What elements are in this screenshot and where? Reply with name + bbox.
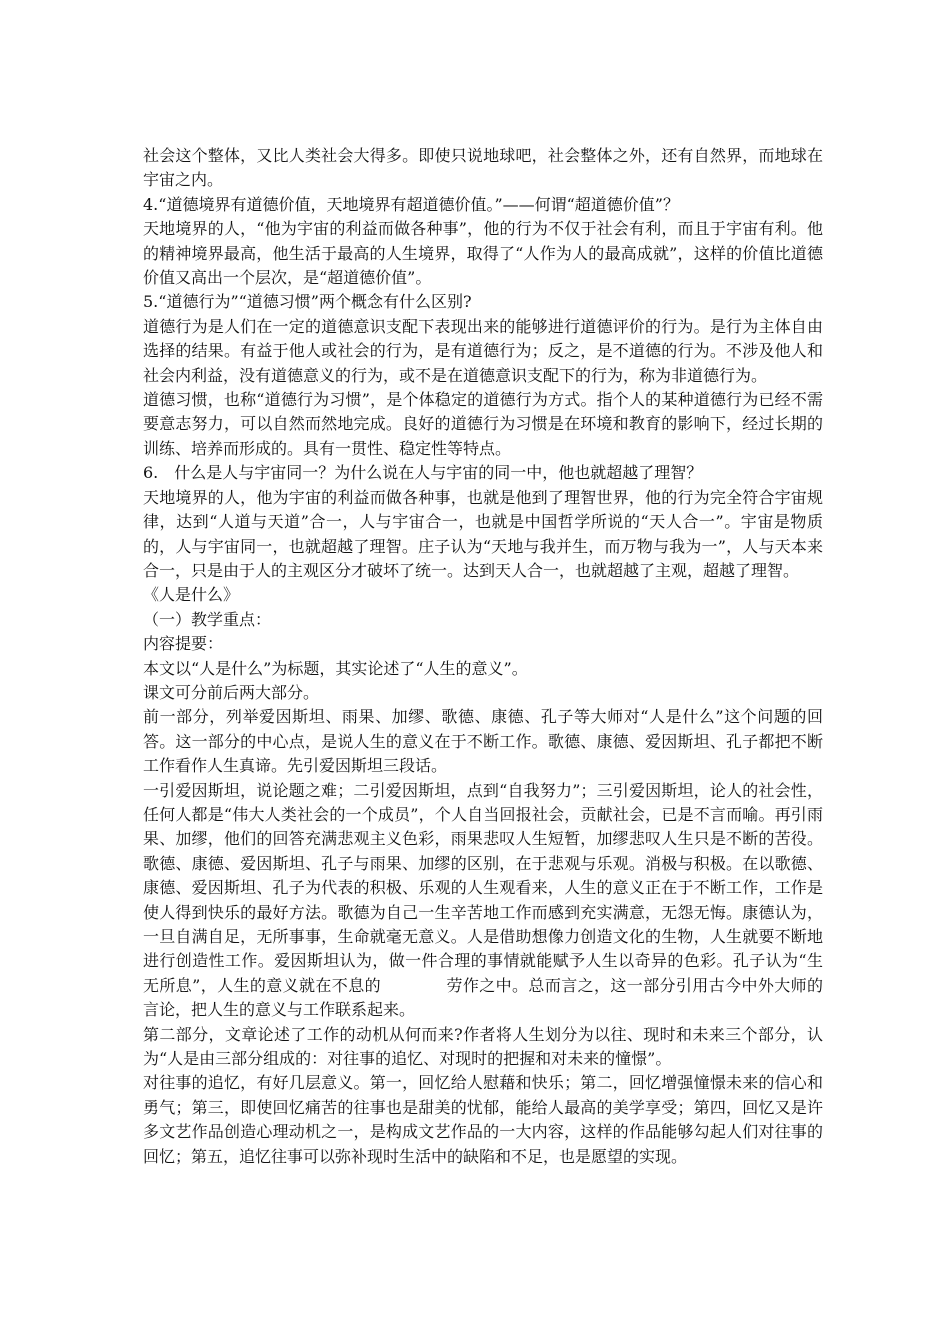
body-paragraph: 课文可分前后两大部分。: [143, 682, 320, 702]
question-heading: 5.“道德行为”“道德习惯”两个概念有什么区别?: [143, 292, 472, 312]
body-paragraph: 对往事的追忆，有好几层意义。第一，回忆给人慰藉和快乐；第二，回忆增强憧憬未来的信心和勇气；第三，即使回忆痛苦的往事也是甜美的忧郁，能给人最高的美学享受；第四，回忆又是许多文艺作品创造心理动机之一，是构成文艺作品的一大内容，这样的作品能够勾起人们对往事的回忆；第五，追忆往事可以弥补现时生活中的缺陷和不足，也是愿望的实现。: [143, 1073, 823, 1166]
body-paragraph: 前一部分，列举爱因斯坦、雨果、加缪、歌德、康德、孔子等大师对“人是什么”这个问题的回答。这一部分的中心点，是说人生的意义在于不断工作。歌德、康德、爱因斯坦、孔子都把不断工作看作人生真谛。先引爱因斯坦三段话。: [143, 707, 823, 776]
section-title: 《人是什么》: [143, 585, 240, 605]
body-paragraph: 道德习惯，也称“道德行为习惯”，是个体稳定的道德行为方式。指个人的某种道德行为已经不需要意志努力，可以自然而然地完成。良好的道德行为习惯是在环境和教育的影响下，经过长期的训练、培养而形成的。具有一贯性、稳定性等特点。: [143, 390, 823, 458]
body-paragraph: 道德行为是人们在一定的道德意识支配下表现出来的能够进行道德评价的行为。是行为主体自由选择的结果。有益于他人或社会的行为，是有道德行为；反之，是不道德的行为。不涉及他人和社会内利益，没有道德意义的行为，或不是在道德意识支配下的行为，称为非道德行为。: [143, 316, 823, 385]
document-body: [143, 144, 823, 1169]
body-paragraph: 第二部分，文章论述了工作的动机从何而来?作者将人生划分为以往、现时和未来三个部分，认为“人是由三部分组成的：对往事的追忆、对现时的把握和对未来的憧憬”。: [143, 1024, 823, 1069]
body-paragraph: 本文以“人是什么”为标题，其实论述了“人生的意义”。: [143, 658, 528, 678]
subsection-label: 内容提要：: [143, 634, 224, 654]
subsection-heading: （一）教学重点：: [143, 609, 272, 629]
body-paragraph: 天地境界的人，他为宇宙的利益而做各种事，也就是他到了理智世界，他的行为完全符合宇宙规律，达到“人道与天道”合一，人与宇宙合一，也就是中国哲学所说的“天人合一”。宇宙是物质的，人与宇宙同一，也就超越了理智。庄子认为“天地与我并生，而万物与我为一”，人与天本来合一，只是由于人的主观区分才破坏了统一。达到天人合一，也就超越了主观，超越了理智。: [143, 487, 823, 580]
body-paragraph: 社会这个整体，又比人类社会大得多。即使只说地球吧，社会整体之外，还有自然界，而地球在宇宙之内。: [143, 146, 823, 190]
question-heading: 6. 什么是人与宇宙同一？为什么说在人与宇宙的同一中，他也就超越了理智？: [143, 463, 703, 483]
body-paragraph: 一引爱因斯坦，说论题之难；二引爱因斯坦，点到“自我努力”；三引爱因斯坦，论人的社会性，任何人都是“伟大人类社会的一个成员”，个人自当回报社会，贡献社会，已是不言而喻。再引雨果、加缪，他们的回答充满悲观主义色彩，雨果悲叹人生短暂，加缪悲叹人生只是不断的苦役。歌德、康德、爱因斯坦、孔子与雨果、加缪的区别，在于悲观与乐观。消极与积极。在以歌德、康德、爱因斯坦、孔子为代表的积极、乐观的人生观看来，人生的意义正在于不断工作，工作是使人得到快乐的最好方法。歌德为自己一生辛苦地工作而感到充实满意，无怨无悔。康德认为，一旦自满自足，无所事事，生命就毫无意义。人是借助想像力创造文化的生物，人生就要不断地进行创造性工作。爱因斯坦认为，做一件合理的事情就能赋予人生以奇异的色彩。孔子认为“生无所息”，人生的意义就在不息的 劳作之中。总而言之，这一部分引用古今中外大师的言论，把人生的意义与工作联系起来。: [143, 780, 823, 1020]
question-heading: 4.“道德境界有道德价值，天地境界有超道德价值。”——何谓“超道德价值”？: [143, 194, 679, 214]
body-paragraph: 天地境界的人，“他为宇宙的利益而做各种事”，他的行为不仅于社会有利，而且于宇宙有利。他的精神境界最高，他生活于最高的人生境界，取得了“人作为人的最高成就”，这样的价值比道德价值又高出一个层次，是“超道德价值”。: [143, 219, 823, 288]
